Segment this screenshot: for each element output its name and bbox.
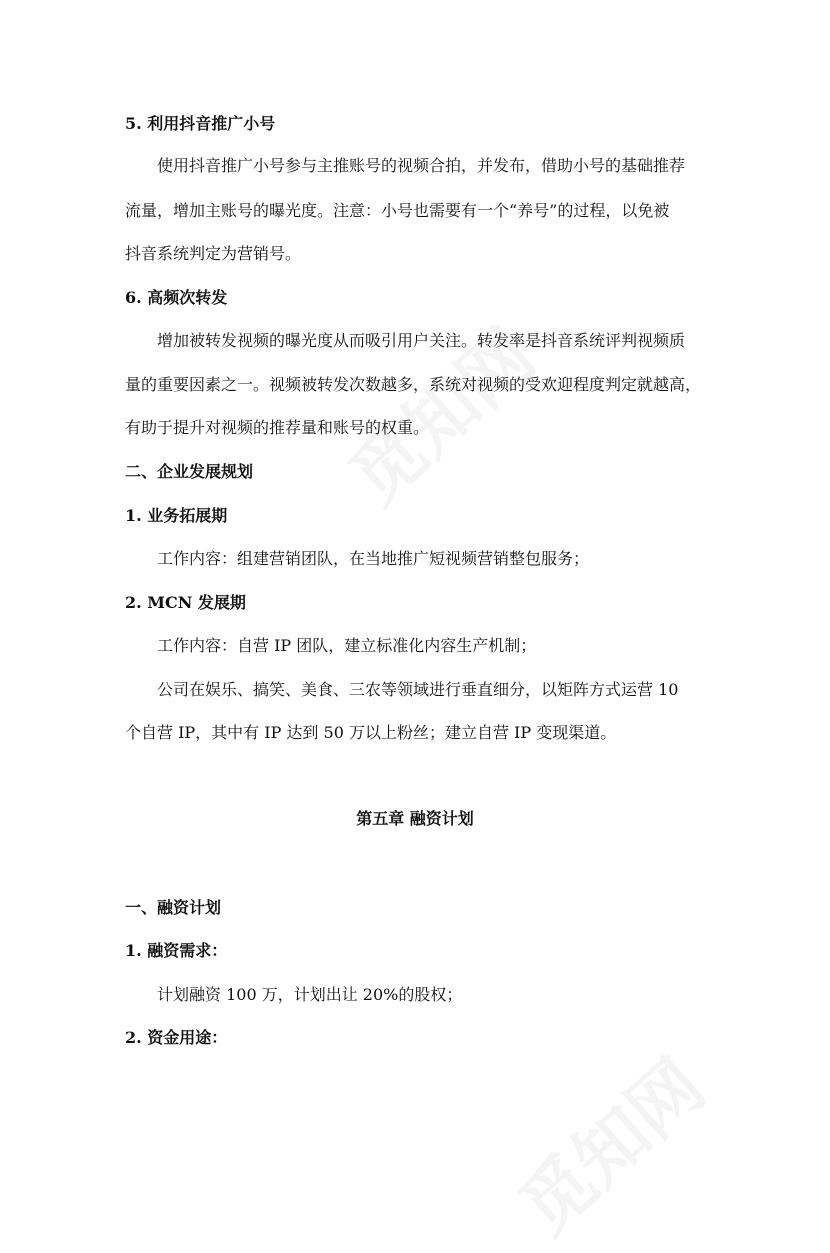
paragraph-line: 抖音系统判定为营销号。 [125,244,302,263]
section-heading: 2. 资金用途： [125,1028,228,1047]
watermark-text [493,1031,723,1253]
paragraph-line: 个自营 IP，其中有 IP 达到 50 万以上粉丝；建立自营 IP 变现渠道。 [125,723,617,742]
section-heading: 1. 融资需求： [125,941,228,960]
chapter-title: 第五章 融资计划 [356,809,474,828]
paragraph-line: 量的重要因素之一。视频被转发次数越多，系统对视频的受欢迎程度判定就越高， [125,375,702,394]
section-heading: 2. MCN 发展期 [125,593,246,612]
paragraph-line: 使用抖音推广小号参与主推账号的视频合拍，并发布，借助小号的基础推荐 [157,156,686,175]
paragraph-line: 工作内容：自营 IP 团队，建立标准化内容生产机制； [157,636,537,655]
paragraph-line: 流量，增加主账号的曝光度。注意：小号也需要有一个“养号”的过程，以免被 [125,201,670,220]
section-heading: 6. 高频次转发 [125,288,228,307]
paragraph-line: 增加被转发视频的曝光度从而吸引用户关注。转发率是抖音系统评判视频质 [157,331,686,350]
paragraph-line: 工作内容：组建营销团队，在当地推广短视频营销整包服务； [157,549,590,568]
part-heading: 一、融资计划 [125,898,222,917]
part-heading: 二、企业发展规划 [125,462,254,481]
paragraph-line: 有助于提升对视频的推荐量和账号的权重。 [125,418,430,437]
paragraph-line: 计划融资 100 万，计划出让 20%的股权； [157,985,463,1004]
paragraph-line: 公司在娱乐、搞笑、美食、三农等领域进行垂直细分，以矩阵方式运营 10 [157,680,679,699]
section-heading: 5. 利用抖音推广小号 [125,114,276,133]
section-heading: 1. 业务拓展期 [125,506,228,525]
